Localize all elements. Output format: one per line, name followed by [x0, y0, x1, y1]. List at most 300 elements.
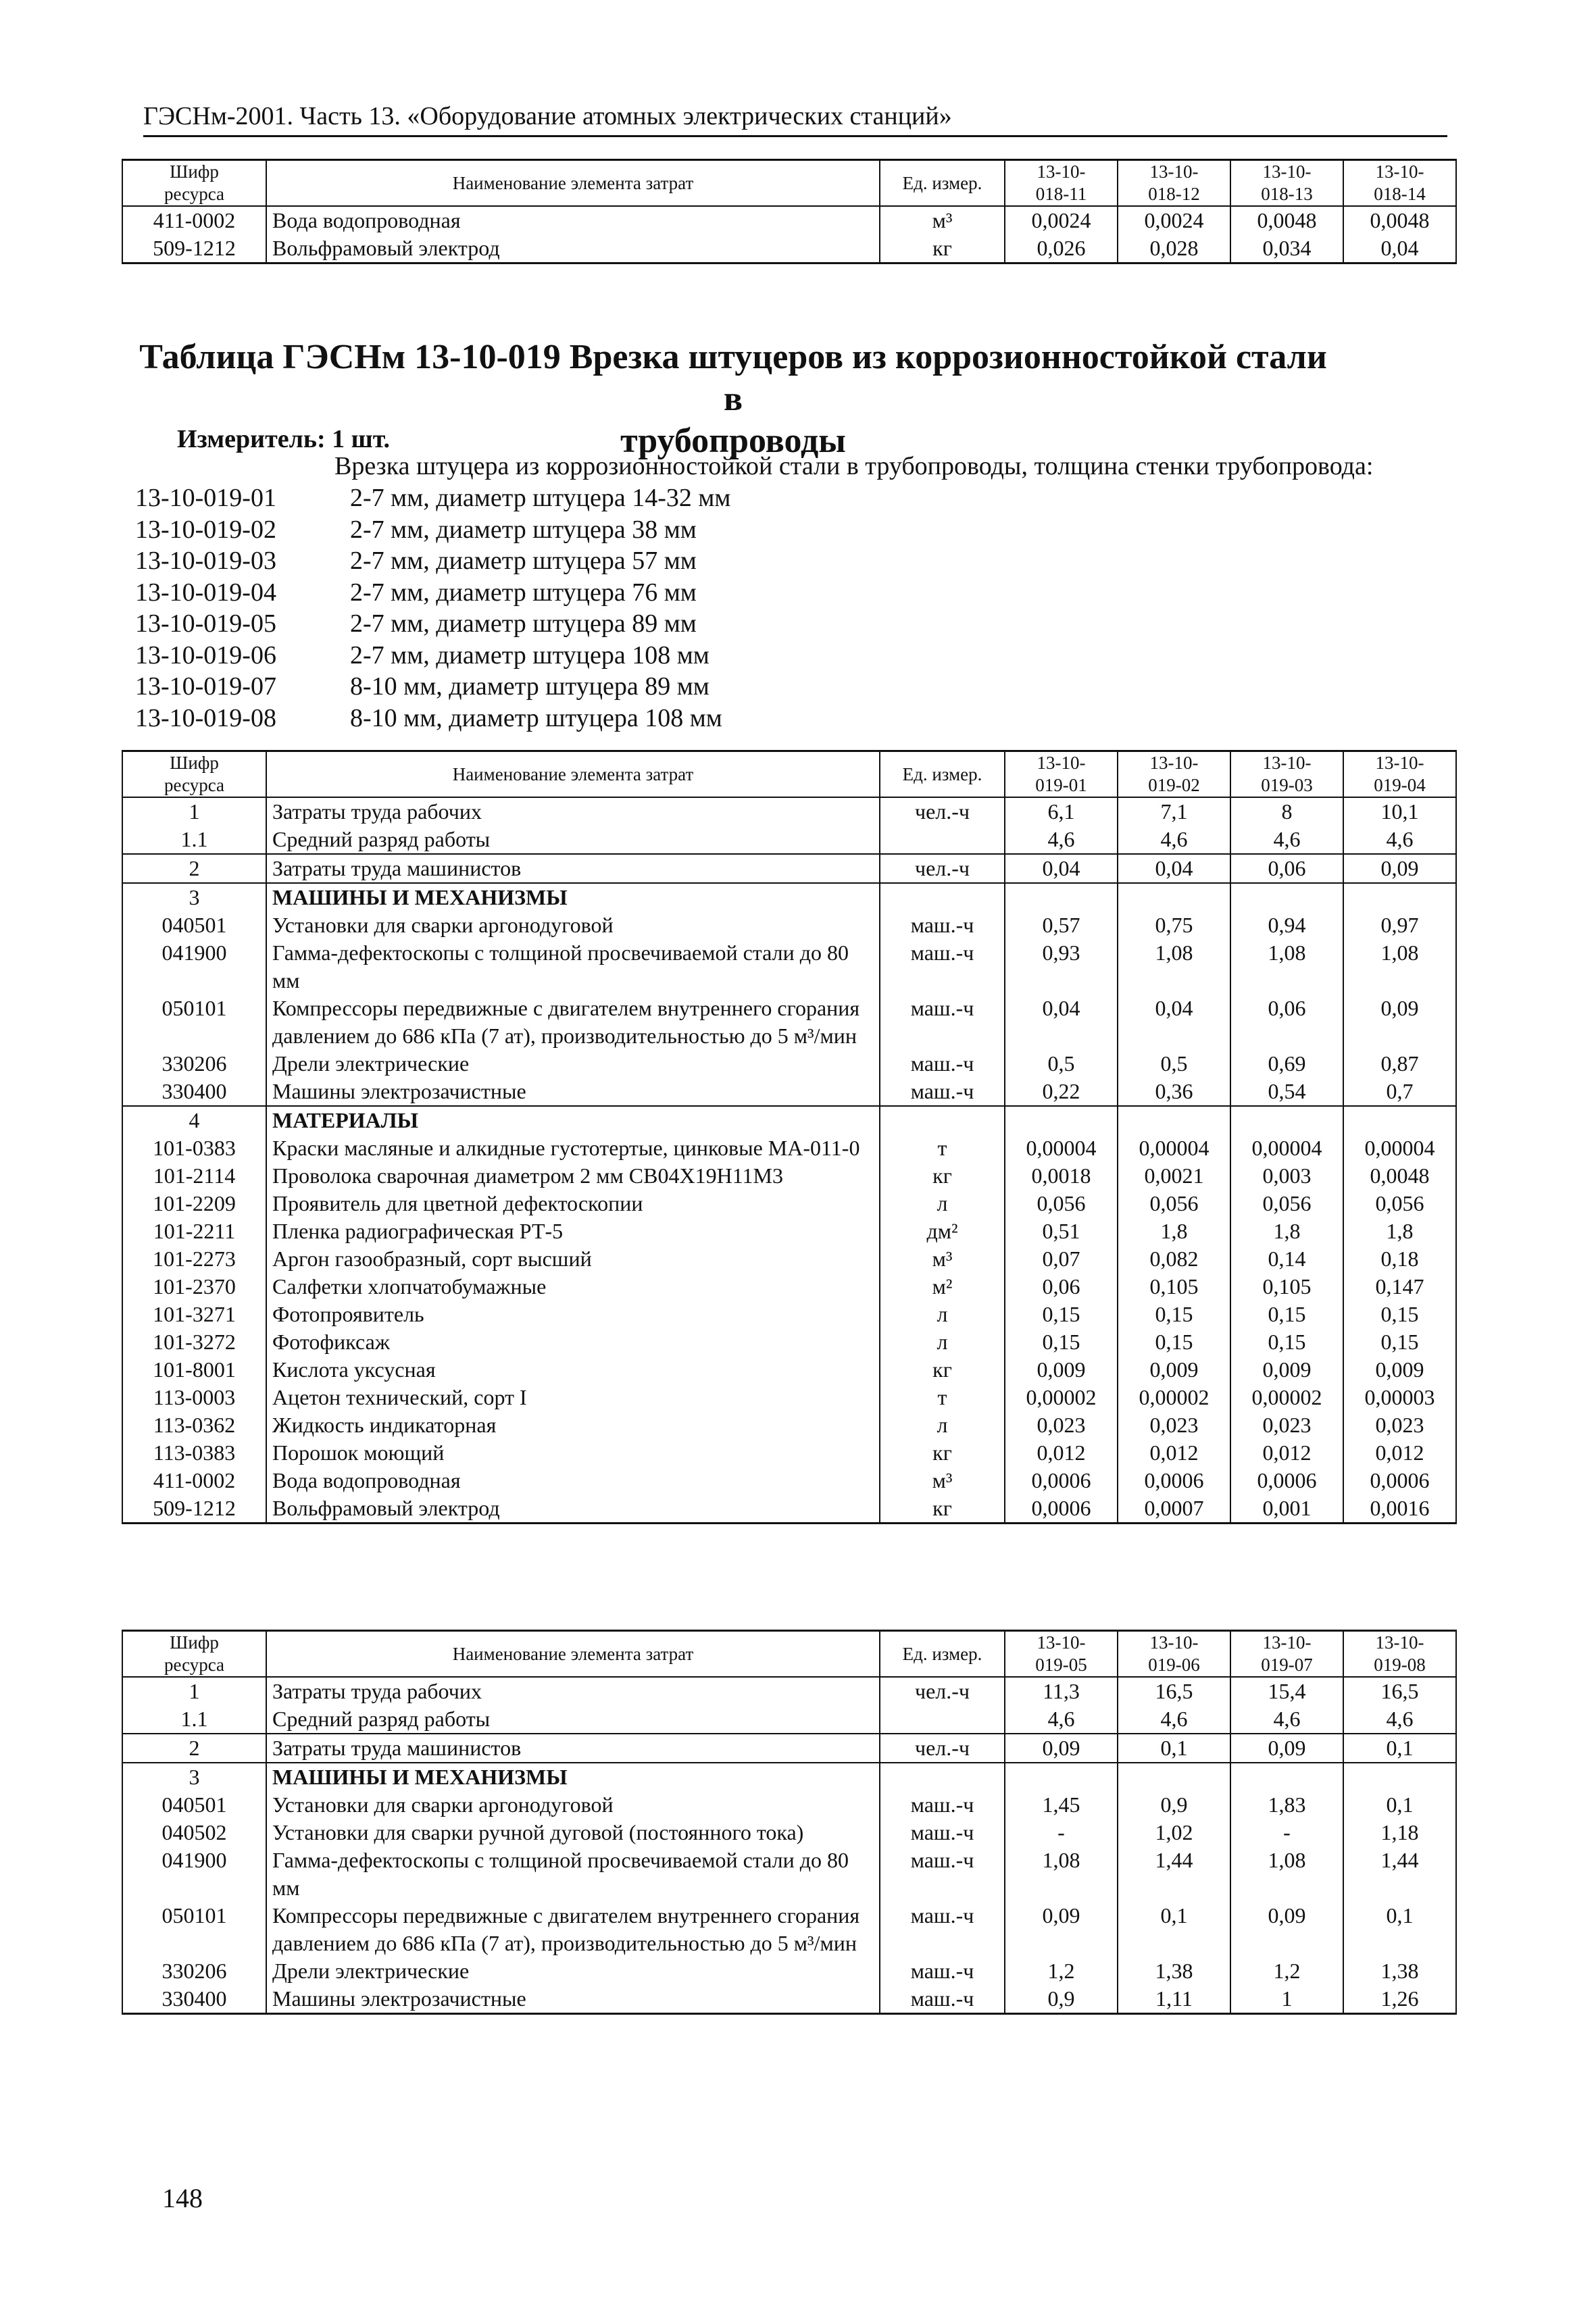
resource-name: МАТЕРИАЛЫ: [266, 1106, 880, 1134]
norm-value: 0,15: [1230, 1328, 1343, 1356]
resource-code: 041900: [122, 1846, 266, 1902]
resource-unit: т: [880, 1384, 1005, 1411]
resource-unit: маш.-ч: [880, 1902, 1005, 1957]
norm-value: 0,00004: [1118, 1134, 1230, 1162]
column-header-norm-code: [1005, 751, 1118, 798]
norm-value: 0,105: [1118, 1273, 1230, 1301]
norm-value: 0,028: [1118, 234, 1230, 263]
work-item: [135, 671, 730, 703]
table-row: [122, 1078, 1456, 1106]
work-item: [135, 514, 730, 546]
norm-value: 0,15: [1230, 1301, 1343, 1328]
resource-name: Средний разряд работы: [266, 1705, 880, 1734]
norm-value: 0,0024: [1118, 206, 1230, 234]
table-row: [122, 1106, 1456, 1134]
norm-value: 0,51: [1005, 1217, 1118, 1245]
norm-value: 0,14: [1230, 1245, 1343, 1273]
resource-code: 330206: [122, 1050, 266, 1078]
norm-value: 16,5: [1343, 1677, 1456, 1705]
work-item-text: 8-10 мм, диаметр штуцера 108 мм: [350, 703, 722, 732]
resource-unit: маш.-ч: [880, 911, 1005, 939]
resource-name: Вольфрамовый электрод: [266, 1494, 880, 1524]
norm-value: 4,6: [1118, 826, 1230, 854]
norm-value: [1230, 1763, 1343, 1791]
norm-value: 4,6: [1343, 826, 1456, 854]
column-header-name: Наименование элемента затрат: [266, 160, 880, 207]
column-header-name: Наименование элемента затрат: [266, 751, 880, 798]
norm-value: 1,8: [1343, 1217, 1456, 1245]
table-row: [122, 1273, 1456, 1301]
work-item-code: 13-10-019-02: [135, 515, 276, 544]
resource-code: 101-0383: [122, 1134, 266, 1162]
resource-name: МАШИНЫ И МЕХАНИЗМЫ: [266, 883, 880, 911]
norm-value: 0,012: [1343, 1439, 1456, 1467]
resource-unit: л: [880, 1301, 1005, 1328]
norm-value: 0,023: [1118, 1411, 1230, 1439]
resource-unit: м²: [880, 1273, 1005, 1301]
table-row: [122, 1411, 1456, 1439]
work-item-text: 8-10 мм, диаметр штуцера 89 мм: [350, 672, 709, 701]
resource-unit: маш.-ч: [880, 1791, 1005, 1819]
norm-value: 0,04: [1118, 995, 1230, 1050]
norm-value: 0,001: [1230, 1494, 1343, 1524]
column-header-code: [122, 751, 266, 798]
column-header-code-line-2: ресурса: [164, 775, 225, 795]
norm-value: 0,5: [1005, 1050, 1118, 1078]
resource-code: 101-8001: [122, 1356, 266, 1384]
norm-code-line-2: 018-13: [1261, 184, 1313, 204]
table-row: [122, 854, 1456, 883]
norm-value: 0,0006: [1343, 1467, 1456, 1494]
norm-value: 0,93: [1005, 939, 1118, 995]
resource-code: 101-3271: [122, 1301, 266, 1328]
norm-value: 0,012: [1005, 1439, 1118, 1467]
norm-value: 0,36: [1118, 1078, 1230, 1106]
resource-name: Затраты труда машинистов: [266, 854, 880, 883]
norm-code-line-1: 13-10-: [1149, 753, 1199, 773]
norm-value: [1005, 1763, 1118, 1791]
resource-name: Гамма-дефектоскопы с толщиной просвечиваемой стали до 80 мм: [266, 1846, 880, 1902]
resource-unit: [880, 883, 1005, 911]
norm-value: 0,056: [1118, 1190, 1230, 1217]
norm-value: 0,00002: [1005, 1384, 1118, 1411]
resource-unit: л: [880, 1411, 1005, 1439]
norm-value: 10,1: [1343, 797, 1456, 826]
resource-unit: дм²: [880, 1217, 1005, 1245]
norm-code-line-1: 13-10-: [1037, 753, 1086, 773]
resource-unit: маш.-ч: [880, 1050, 1005, 1078]
norm-value: 1,83: [1230, 1791, 1343, 1819]
norm-value: 0,056: [1343, 1190, 1456, 1217]
norm-value: 0,57: [1005, 911, 1118, 939]
resource-unit: маш.-ч: [880, 1078, 1005, 1106]
resource-name: Затраты труда машинистов: [266, 1734, 880, 1763]
norm-value: 1,08: [1343, 939, 1456, 995]
column-header-unit: Ед. измер.: [880, 160, 1005, 207]
resource-code: 1.1: [122, 1705, 266, 1734]
norm-value: 1,11: [1118, 1985, 1230, 2014]
norm-code-line-2: 018-11: [1035, 184, 1087, 204]
resource-code: 1.1: [122, 826, 266, 854]
norm-value: 15,4: [1230, 1677, 1343, 1705]
resource-code: 050101: [122, 995, 266, 1050]
resource-name: Дрели электрические: [266, 1050, 880, 1078]
norm-value: 1,2: [1230, 1957, 1343, 1985]
column-header-norm-code: [1005, 160, 1118, 207]
resource-unit: м³: [880, 206, 1005, 234]
norm-value: 1,38: [1118, 1957, 1230, 1985]
table-row: [122, 1705, 1456, 1734]
table-row: [122, 1819, 1456, 1846]
column-header-norm-code: [1118, 1631, 1230, 1678]
resource-unit: [880, 1705, 1005, 1734]
measure-unit: Измеритель: 1 шт.: [177, 425, 391, 453]
norm-value: 0,0024: [1005, 206, 1118, 234]
norm-value: 11,3: [1005, 1677, 1118, 1705]
resource-code: 509-1212: [122, 1494, 266, 1524]
table-row: [122, 1301, 1456, 1328]
work-item-text: 2-7 мм, диаметр штуцера 76 мм: [350, 578, 697, 607]
norm-value: 0,0018: [1005, 1162, 1118, 1190]
table-row: [122, 1190, 1456, 1217]
norm-value: 0,15: [1005, 1301, 1118, 1328]
norm-value: 0,023: [1343, 1411, 1456, 1439]
resource-name: Фотофиксаж: [266, 1328, 880, 1356]
resource-name: Машины электрозачистные: [266, 1985, 880, 2014]
column-header-norm-code: [1230, 751, 1343, 798]
norm-value: [1005, 883, 1118, 911]
norm-value: 1,26: [1343, 1985, 1456, 2014]
resource-code: 3: [122, 883, 266, 911]
resource-name: Пленка радиографическая РТ-5: [266, 1217, 880, 1245]
running-header: ГЭСНм-2001. Часть 13. «Оборудование атомных электрических станций»: [143, 100, 1447, 137]
table-row: [122, 1384, 1456, 1411]
resource-code: 2: [122, 1734, 266, 1763]
norm-code-line-1: 13-10-: [1262, 1632, 1312, 1653]
resource-unit: маш.-ч: [880, 1846, 1005, 1902]
resource-name: Компрессоры передвижные с двигателем внутреннего сгорания давлением до 686 кПа (7 ат), производительностью до 5 м³/мин: [266, 995, 880, 1050]
norm-value: 0,0007: [1118, 1494, 1230, 1524]
resource-code: 040501: [122, 911, 266, 939]
norm-value: 0,0006: [1005, 1494, 1118, 1524]
resource-name: Вольфрамовый электрод: [266, 234, 880, 263]
work-item-text: 2-7 мм, диаметр штуцера 38 мм: [350, 515, 697, 544]
norm-value: [1343, 1106, 1456, 1134]
table-row: [122, 1734, 1456, 1763]
norm-value: 1,44: [1118, 1846, 1230, 1902]
resource-code: 101-2211: [122, 1217, 266, 1245]
resource-name: Салфетки хлопчатобумажные: [266, 1273, 880, 1301]
resource-unit: кг: [880, 1439, 1005, 1467]
column-header-code-line-2: ресурса: [164, 1655, 225, 1675]
table-title-line-2: трубопроводы: [620, 422, 846, 460]
table-row: [122, 206, 1456, 234]
table-row: [122, 1846, 1456, 1902]
resource-name: Жидкость индикаторная: [266, 1411, 880, 1439]
norm-value: 0,87: [1343, 1050, 1456, 1078]
resource-name: Проявитель для цветной дефектоскопии: [266, 1190, 880, 1217]
resource-name: Средний разряд работы: [266, 826, 880, 854]
table-row: [122, 1763, 1456, 1791]
norm-value: 0,06: [1005, 1273, 1118, 1301]
work-item: [135, 545, 730, 577]
norm-code-line-2: 018-14: [1374, 184, 1426, 204]
norm-value: [1230, 1106, 1343, 1134]
norm-code-line-1: 13-10-: [1262, 753, 1312, 773]
norm-value: 0,09: [1343, 995, 1456, 1050]
column-header-code: [122, 1631, 266, 1678]
norm-value: 0,009: [1230, 1356, 1343, 1384]
norm-value: 1,08: [1118, 939, 1230, 995]
table-row: [122, 911, 1456, 939]
norm-value: 0,026: [1005, 234, 1118, 263]
page-number: 148: [162, 2183, 203, 2213]
resource-code: 041900: [122, 939, 266, 995]
norm-value: 1,38: [1343, 1957, 1456, 1985]
norm-value: 0,15: [1118, 1328, 1230, 1356]
norm-value: 0,54: [1230, 1078, 1343, 1106]
resource-unit: кг: [880, 1162, 1005, 1190]
resource-unit: маш.-ч: [880, 995, 1005, 1050]
norm-value: 4,6: [1005, 826, 1118, 854]
resource-code: 101-3272: [122, 1328, 266, 1356]
norm-code-line-1: 13-10-: [1149, 161, 1199, 182]
column-header-unit: Ед. измер.: [880, 751, 1005, 798]
column-header-norm-code: [1230, 160, 1343, 207]
norm-value: 4,6: [1230, 1705, 1343, 1734]
norm-value: 0,75: [1118, 911, 1230, 939]
table-row: [122, 826, 1456, 854]
resource-name: Кислота уксусная: [266, 1356, 880, 1384]
resource-code: 101-2209: [122, 1190, 266, 1217]
table-row: [122, 1356, 1456, 1384]
norm-value: 0,023: [1230, 1411, 1343, 1439]
norm-value: 7,1: [1118, 797, 1230, 826]
norm-code-line-1: 13-10-: [1149, 1632, 1199, 1653]
column-header-unit: Ед. измер.: [880, 1631, 1005, 1678]
column-header-code-line-1: Шифр: [170, 753, 219, 773]
norm-value: -: [1230, 1819, 1343, 1846]
resource-name: Машины электрозачистные: [266, 1078, 880, 1106]
norm-value: 0,09: [1230, 1734, 1343, 1763]
resource-code: 330206: [122, 1957, 266, 1985]
norm-value: 0,00003: [1343, 1384, 1456, 1411]
resource-unit: м³: [880, 1245, 1005, 1273]
table-row: [122, 234, 1456, 263]
table-row: [122, 1328, 1456, 1356]
norm-value: 0,15: [1343, 1301, 1456, 1328]
norm-code-line-1: 13-10-: [1262, 161, 1312, 182]
resource-unit: чел.-ч: [880, 1677, 1005, 1705]
work-item-code: 13-10-019-04: [135, 578, 276, 607]
table-row: [122, 995, 1456, 1050]
norm-value: 0,00002: [1118, 1384, 1230, 1411]
norm-value: 0,15: [1343, 1328, 1456, 1356]
norm-value: 0,012: [1118, 1439, 1230, 1467]
norm-value: 0,00004: [1005, 1134, 1118, 1162]
work-item: [135, 577, 730, 609]
norm-value: 0,023: [1005, 1411, 1118, 1439]
norm-value: [1118, 883, 1230, 911]
resource-code: 411-0002: [122, 1467, 266, 1494]
resource-unit: кг: [880, 234, 1005, 263]
column-header-name: Наименование элемента затрат: [266, 1631, 880, 1678]
resource-code: 113-0003: [122, 1384, 266, 1411]
norm-value: 1,44: [1343, 1846, 1456, 1902]
resource-unit: чел.-ч: [880, 854, 1005, 883]
resource-unit: л: [880, 1190, 1005, 1217]
header-row: [122, 751, 1456, 798]
table-row: [122, 1050, 1456, 1078]
norm-code-line-2: 018-12: [1148, 184, 1200, 204]
work-item-text: 2-7 мм, диаметр штуцера 108 мм: [350, 640, 709, 670]
norm-value: 1: [1230, 1985, 1343, 2014]
norm-value: 0,04: [1005, 995, 1118, 1050]
header-row: [122, 160, 1456, 207]
norm-value: [1230, 883, 1343, 911]
norm-value: 16,5: [1118, 1677, 1230, 1705]
header-row: [122, 1631, 1456, 1678]
norm-value: 0,1: [1343, 1791, 1456, 1819]
resource-unit: маш.-ч: [880, 939, 1005, 995]
column-header-norm-code: [1343, 160, 1456, 207]
resource-table-019-part-2: [122, 1630, 1457, 2015]
resource-name: Аргон газообразный, сорт высший: [266, 1245, 880, 1273]
work-items-list: [135, 482, 730, 734]
norm-value: [1005, 1106, 1118, 1134]
work-item: [135, 608, 730, 640]
norm-value: 0,056: [1005, 1190, 1118, 1217]
column-header-code-line-1: Шифр: [170, 1632, 219, 1653]
norm-code-line-1: 13-10-: [1037, 1632, 1086, 1653]
norm-value: 0,00004: [1343, 1134, 1456, 1162]
work-item-text: 2-7 мм, диаметр штуцера 89 мм: [350, 609, 697, 638]
column-header-code-line-1: Шифр: [170, 161, 219, 182]
resource-name: Краски масляные и алкидные густотертые, цинковые МА-011-0: [266, 1134, 880, 1162]
resource-table-018: [122, 159, 1457, 264]
norm-value: 1,02: [1118, 1819, 1230, 1846]
resource-code: 330400: [122, 1078, 266, 1106]
norm-code-line-1: 13-10-: [1375, 161, 1424, 182]
table-row: [122, 1217, 1456, 1245]
resource-name: Порошок моющий: [266, 1439, 880, 1467]
work-description: Врезка штуцера из коррозионностойкой стали в трубопроводы, толщина стенки трубопровода:: [334, 452, 1374, 480]
norm-value: 4,6: [1343, 1705, 1456, 1734]
resource-code: 2: [122, 854, 266, 883]
resource-name: Компрессоры передвижные с двигателем внутреннего сгорания давлением до 686 кПа (7 ат), производительностью до 5 м³/мин: [266, 1902, 880, 1957]
norm-value: 0,04: [1343, 234, 1456, 263]
work-item-code: 13-10-019-03: [135, 547, 276, 575]
work-item-code: 13-10-019-01: [135, 484, 276, 512]
resource-unit: маш.-ч: [880, 1819, 1005, 1846]
norm-value: 0,003: [1230, 1162, 1343, 1190]
work-item: [135, 703, 730, 734]
resource-name: Установки для сварки аргонодуговой: [266, 911, 880, 939]
table-row: [122, 1245, 1456, 1273]
norm-value: 8: [1230, 797, 1343, 826]
column-header-code: [122, 160, 266, 207]
resource-code: 411-0002: [122, 206, 266, 234]
resource-unit: чел.-ч: [880, 1734, 1005, 1763]
norm-value: 4,6: [1230, 826, 1343, 854]
resource-unit: кг: [880, 1494, 1005, 1524]
resource-unit: маш.-ч: [880, 1957, 1005, 1985]
norm-value: 1,45: [1005, 1791, 1118, 1819]
resource-code: 330400: [122, 1985, 266, 2014]
norm-value: 1,18: [1343, 1819, 1456, 1846]
resource-name: Установки для сварки ручной дуговой (постоянного тока): [266, 1819, 880, 1846]
table-row: [122, 1985, 1456, 2014]
norm-code-line-2: 019-01: [1035, 775, 1087, 795]
resource-code: 040501: [122, 1791, 266, 1819]
norm-value: 0,1: [1118, 1734, 1230, 1763]
norm-code-line-1: 13-10-: [1037, 161, 1086, 182]
norm-value: 0,04: [1005, 854, 1118, 883]
resource-name: Затраты труда рабочих: [266, 797, 880, 826]
column-header-norm-code: [1118, 160, 1230, 207]
resource-code: 101-2114: [122, 1162, 266, 1190]
norm-value: 0,009: [1118, 1356, 1230, 1384]
norm-value: 0,147: [1343, 1273, 1456, 1301]
norm-code-line-2: 019-07: [1261, 1655, 1313, 1675]
work-item-text: 2-7 мм, диаметр штуцера 57 мм: [350, 547, 697, 575]
norm-code-line-2: 019-02: [1148, 775, 1200, 795]
resource-unit: [880, 1763, 1005, 1791]
table-title-line-1: Таблица ГЭСНм 13-10-019 Врезка штуцеров из коррозионностойкой стали в: [139, 338, 1327, 418]
norm-value: 0,9: [1005, 1985, 1118, 2014]
norm-code-line-2: 019-08: [1374, 1655, 1426, 1675]
column-header-norm-code: [1343, 1631, 1456, 1678]
norm-value: 0,082: [1118, 1245, 1230, 1273]
norm-code-line-2: 019-03: [1261, 775, 1313, 795]
norm-value: 0,009: [1005, 1356, 1118, 1384]
work-item-code: 13-10-019-05: [135, 609, 276, 638]
column-header-norm-code: [1343, 751, 1456, 798]
column-header-code-line-2: ресурса: [164, 184, 225, 204]
resource-table-019-part-1: [122, 750, 1457, 1524]
resource-unit: [880, 826, 1005, 854]
norm-value: 0,0006: [1005, 1467, 1118, 1494]
table-row: [122, 797, 1456, 826]
resource-code: 101-2370: [122, 1273, 266, 1301]
norm-value: [1343, 1763, 1456, 1791]
column-header-norm-code: [1005, 1631, 1118, 1678]
norm-value: 1,08: [1005, 1846, 1118, 1902]
norm-value: 0,7: [1343, 1078, 1456, 1106]
resource-unit: чел.-ч: [880, 797, 1005, 826]
resource-code: 101-2273: [122, 1245, 266, 1273]
norm-value: 0,056: [1230, 1190, 1343, 1217]
work-item: [135, 482, 730, 514]
norm-value: 0,105: [1230, 1273, 1343, 1301]
resource-name: Фотопроявитель: [266, 1301, 880, 1328]
resource-unit: кг: [880, 1356, 1005, 1384]
norm-value: 4,6: [1005, 1705, 1118, 1734]
resource-code: 509-1212: [122, 234, 266, 263]
resource-name: Затраты труда рабочих: [266, 1677, 880, 1705]
resource-code: 1: [122, 797, 266, 826]
norm-value: 0,0021: [1118, 1162, 1230, 1190]
work-item-code: 13-10-019-06: [135, 640, 276, 670]
table-row: [122, 1902, 1456, 1957]
norm-value: 0,009: [1343, 1356, 1456, 1384]
resource-name: Дрели электрические: [266, 1957, 880, 1985]
norm-value: 0,06: [1230, 995, 1343, 1050]
norm-value: [1343, 883, 1456, 911]
norm-value: 0,0048: [1230, 206, 1343, 234]
norm-code-line-1: 13-10-: [1375, 1632, 1424, 1653]
resource-unit: [880, 1106, 1005, 1134]
